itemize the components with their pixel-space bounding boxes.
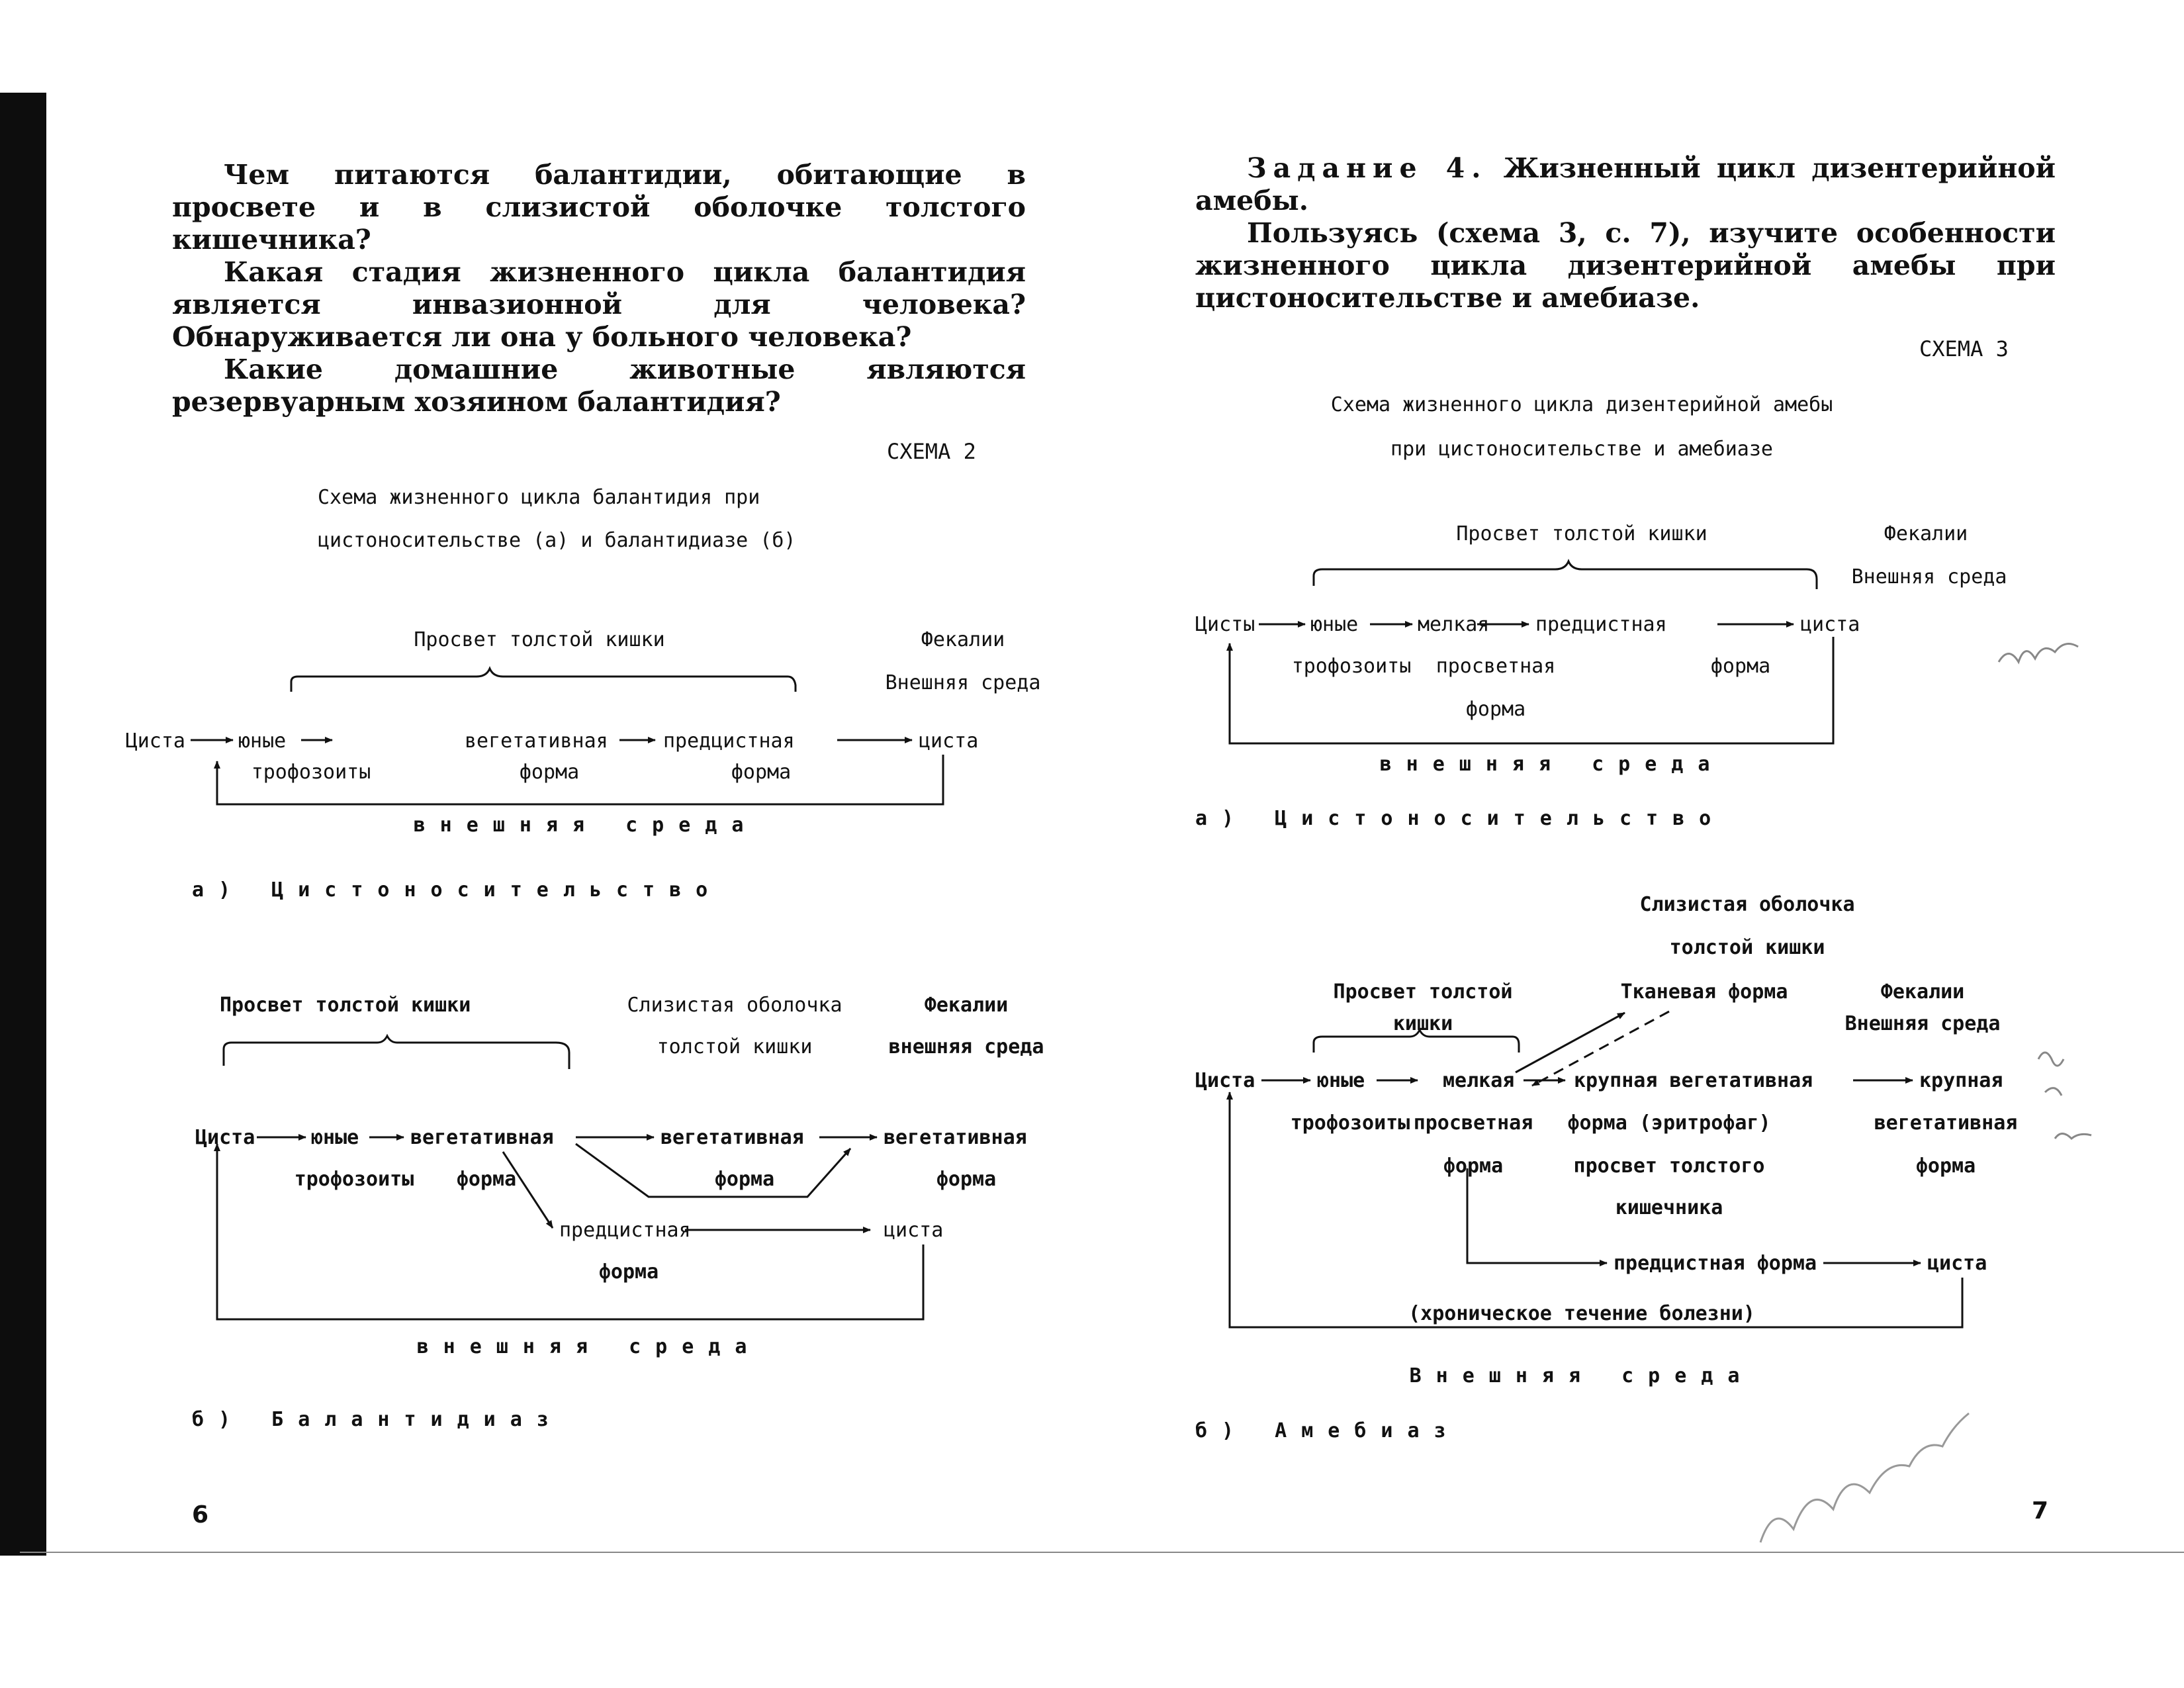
2b-environment-bottom: внешняя среда	[416, 1335, 762, 1358]
2b-mucosa-1: Слизистая оболочка	[627, 994, 842, 1017]
scheme-2-title-2: цистоносительстве (а) и балантидиазе (б)	[318, 529, 796, 552]
task-text: Пользуясь (схема 3, с. 7), изучите особенности жизненного цикла дизентерийной амебы при цистоносительстве и амебиазе.	[1195, 217, 2056, 314]
3b-form-3: форма	[1915, 1154, 1976, 1178]
2b-young: юные	[311, 1126, 359, 1149]
2b-form-3: форма	[936, 1168, 997, 1191]
3a-small: мелкая	[1418, 613, 1490, 636]
3a-cysts: Цисты	[1195, 613, 1255, 636]
right-page	[1132, 0, 2184, 1556]
2a-environment-bottom: внешняя среда	[413, 814, 758, 837]
3b-trophozoites: трофозоиты	[1290, 1111, 1410, 1135]
3b-environment-top: Внешняя среда	[1844, 1012, 2001, 1035]
2a-cyst-start: Циста	[125, 729, 185, 753]
3a-form-2: форма	[1710, 655, 1771, 678]
3b-large-vegetative: крупная вегетативная	[1574, 1069, 1813, 1092]
scheme-3-title-2: при цистоносительстве и амебиазе	[1390, 438, 1773, 461]
3b-lumen-intestine: просвет толстого	[1573, 1154, 1765, 1178]
3a-feces: Фекалии	[1884, 522, 1968, 545]
3b-cyst-start: Циста	[1195, 1069, 1255, 1092]
2a-feces: Фекалии	[921, 628, 1005, 651]
3b-mucosa-1: Слизистая оболочка	[1639, 893, 1855, 916]
2b-lumen: Просвет толстой кишки	[220, 994, 471, 1017]
3a-form-1: форма	[1465, 698, 1526, 721]
3a-cyst-end: циста	[1800, 613, 1860, 636]
2a-lumen: Просвет толстой кишки	[414, 628, 665, 651]
3a-precystic: предцистная	[1535, 613, 1667, 636]
3b-intestine: кишечника	[1615, 1196, 1723, 1219]
question-3: Какие домашние животные являются резервуарным хозяином балантидия?	[172, 353, 1026, 418]
3b-feces: Фекалии	[1880, 980, 1965, 1004]
3b-vegetative: вегетативная	[1874, 1111, 2018, 1135]
3b-young: юные	[1317, 1069, 1365, 1092]
2b-mucosa-2: толстой кишки	[657, 1035, 813, 1058]
3b-environment-bottom: Внешняя среда	[1409, 1364, 1754, 1387]
3a-luminal: просветная	[1435, 655, 1556, 678]
scheme-2-title-1: Схема жизненного цикла балантидия при	[318, 486, 760, 509]
page-number-left: 6	[192, 1501, 209, 1528]
question-1: Чем питаются балантидии, обитающие в просвете и в слизистой оболочке толстого кишечника?	[172, 159, 1026, 256]
3b-form-1: форма	[1443, 1154, 1504, 1178]
2b-form-2: форма	[714, 1168, 775, 1191]
2b-feces: Фекалии	[924, 994, 1009, 1017]
3a-young: юные	[1310, 613, 1359, 636]
2b-cyst-end: циста	[884, 1219, 944, 1242]
2a-caption: а) Цистоносительство	[192, 878, 723, 902]
2a-cyst-end: циста	[919, 729, 979, 753]
3b-chronic: (хроническое течение болезни)	[1408, 1302, 1755, 1325]
3a-environment-bottom: внешняя среда	[1379, 753, 1725, 776]
3b-cyst-end: циста	[1927, 1252, 1987, 1275]
scheme-3-label: СХЕМА 3	[1919, 336, 2009, 361]
2a-environment-top: Внешняя среда	[885, 671, 1041, 694]
question-2: Какая стадия жизненного цикла балантидия является инвазионной для человека? Обнаруживается ли она у больного человека?	[172, 256, 1026, 353]
scan-edge	[0, 93, 46, 1556]
2b-form-4: форма	[598, 1260, 659, 1284]
2b-precystic: предцистная	[559, 1219, 691, 1242]
3b-lumen-1: Просвет толстой	[1333, 980, 1513, 1004]
2b-form-1: форма	[456, 1168, 517, 1191]
pencil-scribbles	[1132, 0, 2184, 1556]
2b-vegetative-1: вегетативная	[410, 1126, 554, 1149]
left-page	[46, 0, 1132, 1556]
2b-cyst-start: Циста	[195, 1126, 255, 1149]
scheme-2-label: СХЕМА 2	[887, 439, 976, 464]
3a-caption: а) Цистоносительство	[1195, 807, 1726, 830]
scheme-2b-arrows	[46, 0, 1132, 1556]
3b-large: крупная	[1919, 1069, 2003, 1092]
3b-mucosa-2: толстой кишки	[1669, 936, 1825, 959]
2a-form-1: форма	[519, 761, 580, 784]
task-title: Жизненный цикл дизентерийной амебы.	[1195, 152, 2056, 216]
2b-vegetative-2: вегетативная	[660, 1126, 804, 1149]
scheme-3-title-1: Схема жизненного цикла дизентерийной амебы	[1330, 393, 1833, 416]
2a-young: юные	[238, 729, 287, 753]
3b-small: мелкая	[1443, 1069, 1515, 1092]
2a-form-2: форма	[731, 761, 792, 784]
3a-lumen: Просвет толстой кишки	[1456, 522, 1707, 545]
3b-caption: б) Амебиаз	[1195, 1419, 1461, 1442]
2b-environment-top: внешняя среда	[888, 1035, 1044, 1058]
2a-precystic: предцистная	[663, 729, 795, 753]
page-number-right: 7	[2032, 1497, 2049, 1524]
2b-trophozoites: трофозоиты	[294, 1168, 414, 1191]
3a-trophozoites: трофозоиты	[1291, 655, 1412, 678]
2a-trophozoites: трофозоиты	[251, 761, 371, 784]
3b-erythrophage: форма (эритрофаг)	[1567, 1111, 1771, 1135]
2b-vegetative-3: вегетативная	[884, 1126, 1027, 1149]
task-heading: Задание 4.	[1247, 152, 1488, 184]
2b-caption: б) Балантидиаз	[192, 1408, 563, 1431]
3b-precystic: предцистная форма	[1614, 1252, 1817, 1275]
3b-luminal: просветная	[1413, 1111, 1533, 1135]
2a-vegetative: вегетативная	[465, 729, 608, 753]
3a-environment-top: Внешняя среда	[1851, 565, 2007, 588]
3b-tissue-form: Тканевая форма	[1620, 980, 1788, 1004]
3b-lumen-2: кишки	[1392, 1012, 1453, 1035]
